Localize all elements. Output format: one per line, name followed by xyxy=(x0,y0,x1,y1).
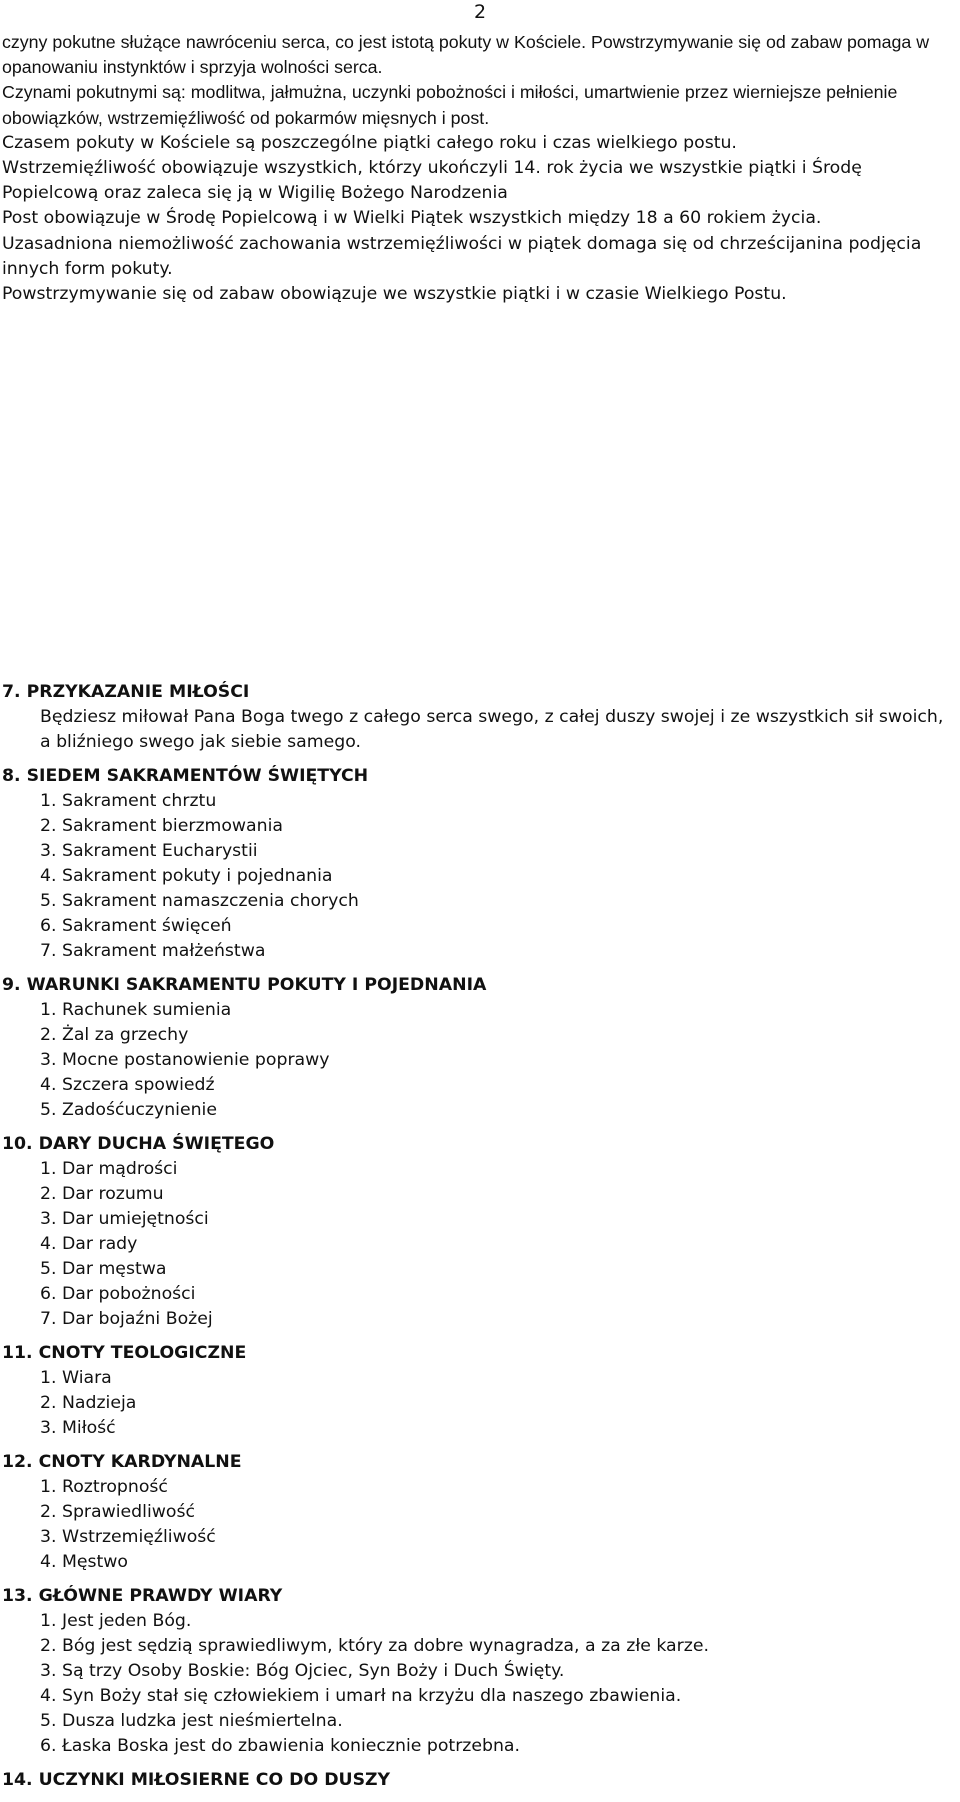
list-item: 7. Sakrament małżeństwa xyxy=(40,941,266,961)
list-item: 4. Sakrament pokuty i pojednania xyxy=(40,866,333,886)
list-item: 4. Dar rady xyxy=(40,1234,138,1254)
list-item: 2. Bóg jest sędzią sprawiedliwym, który za dobre wynagradza, a za złe karze. xyxy=(40,1636,709,1656)
section xyxy=(2,1341,957,1441)
section xyxy=(2,764,957,964)
list-item: 5. Dusza ludzka jest nieśmiertelna. xyxy=(40,1711,343,1731)
list-item: 2. Żal za grzechy xyxy=(40,1025,189,1045)
intro-paragraph: Czynami pokutnymi są: modlitwa, jałmużna, uczynki pobożności i miłości, umartwienie przez wierniejsze pełnienie obowiązków, wstrzemięźliwość od pokarmów mięsnych i post. xyxy=(2,82,898,128)
section-heading: 7. PRZYKAZANIE MIŁOŚCI xyxy=(2,682,250,702)
list-item: 3. Są trzy Osoby Boskie: Bóg Ojciec, Syn Boży i Duch Święty. xyxy=(40,1661,565,1681)
list-item: 5. Dar męstwa xyxy=(40,1259,167,1279)
list-item: 1. Roztropność xyxy=(40,1477,168,1497)
list-item: 3. Mocne postanowienie poprawy xyxy=(40,1050,330,1070)
section-text: Będziesz miłował Pana Boga twego z całego serca swego, z całej duszy swojej i ze wszystkich sił swoich, a bliźniego swego jak siebie samego. xyxy=(40,707,944,752)
list-item: 6. Dar pobożności xyxy=(40,1284,196,1304)
section xyxy=(2,680,957,755)
list-item: 3. Dar umiejętności xyxy=(40,1209,209,1229)
list-item: 1. Wiara xyxy=(40,1368,112,1388)
intro-paragraph: Wstrzemięźliwość obowiązuje wszystkich, którzy ukończyli 14. rok życia we wszystkie piątki i Środę Popielcową oraz zaleca się ją w Wigilię Bożego Narodzenia xyxy=(2,158,862,204)
section xyxy=(2,1132,957,1332)
section-list xyxy=(2,789,957,964)
list-item: 1. Rachunek sumienia xyxy=(40,1000,232,1020)
section-heading: 14. UCZYNKI MIŁOSIERNE CO DO DUSZY xyxy=(2,1770,391,1790)
list-item: 2. Nadzieja xyxy=(40,1393,137,1413)
section-list xyxy=(2,1157,957,1332)
section-heading: 11. CNOTY TEOLOGICZNE xyxy=(2,1343,247,1363)
section xyxy=(2,1450,957,1575)
section-heading: 10. DARY DUCHA ŚWIĘTEGO xyxy=(2,1134,275,1154)
section-heading: 12. CNOTY KARDYNALNE xyxy=(2,1452,242,1472)
section xyxy=(2,973,957,1123)
intro-paragraph: Post obowiązuje w Środę Popielcową i w Wielki Piątek wszystkich między 18 a 60 rokiem życia. xyxy=(2,208,822,229)
intro-text xyxy=(2,30,957,307)
section xyxy=(2,1768,957,1793)
list-item: 6. Sakrament święceń xyxy=(40,916,232,936)
intro-paragraph: Czasem pokuty w Kościele są poszczególne piątki całego roku i czas wielkiego postu. xyxy=(2,132,737,153)
section-list xyxy=(2,998,957,1123)
section xyxy=(2,1584,957,1759)
list-item: 1. Dar mądrości xyxy=(40,1159,178,1179)
list-item: 4. Męstwo xyxy=(40,1552,129,1572)
list-item: 2. Sakrament bierzmowania xyxy=(40,816,283,836)
list-item: 7. Dar bojaźni Bożej xyxy=(40,1309,213,1329)
list-item: 2. Sprawiedliwość xyxy=(40,1502,195,1522)
list-item: 4. Szczera spowiedź xyxy=(40,1075,215,1095)
list-item: 5. Sakrament namaszczenia chorych xyxy=(40,891,359,911)
list-item: 3. Sakrament Eucharystii xyxy=(40,841,258,861)
section-list xyxy=(2,1366,957,1441)
list-item: 6. Łaska Boska jest do zbawienia koniecznie potrzebna. xyxy=(40,1736,521,1756)
list-item: 4. Syn Boży stał się człowiekiem i umarł na krzyżu dla naszego zbawienia. xyxy=(40,1686,682,1706)
section-heading: 8. SIEDEM SAKRAMENTÓW ŚWIĘTYCH xyxy=(2,766,369,786)
section-heading: 13. GŁÓWNE PRAWDY WIARY xyxy=(2,1586,283,1606)
list-item: 3. Miłość xyxy=(40,1418,116,1438)
sections-container xyxy=(2,680,957,1802)
section-heading: 9. WARUNKI SAKRAMENTU POKUTY I POJEDNANIA xyxy=(2,975,487,995)
list-item: 1. Sakrament chrztu xyxy=(40,791,217,811)
page-number: 2 xyxy=(473,1,487,23)
section-list xyxy=(2,1475,957,1575)
list-item: 1. Jest jeden Bóg. xyxy=(40,1611,192,1631)
intro-paragraph: Uzasadniona niemożliwość zachowania wstrzemięźliwości w piątek domaga się od chrześcijanina podjęcia innych form pokuty. xyxy=(2,233,922,279)
intro-paragraph: czyny pokutne służące nawróceniu serca, co jest istotą pokuty w Kościele. Powstrzymywanie się od zabaw pomaga w opanowaniu instynktów i sprzyja wolności serca. xyxy=(2,32,930,78)
list-item: 5. Zadośćuczynienie xyxy=(40,1100,217,1120)
intro-paragraph: Powstrzymywanie się od zabaw obowiązuje we wszystkie piątki i w czasie Wielkiego Postu. xyxy=(2,284,787,305)
list-item: 2. Dar rozumu xyxy=(40,1184,164,1204)
section-list xyxy=(2,1609,957,1759)
list-item: 3. Wstrzemięźliwość xyxy=(40,1527,216,1547)
